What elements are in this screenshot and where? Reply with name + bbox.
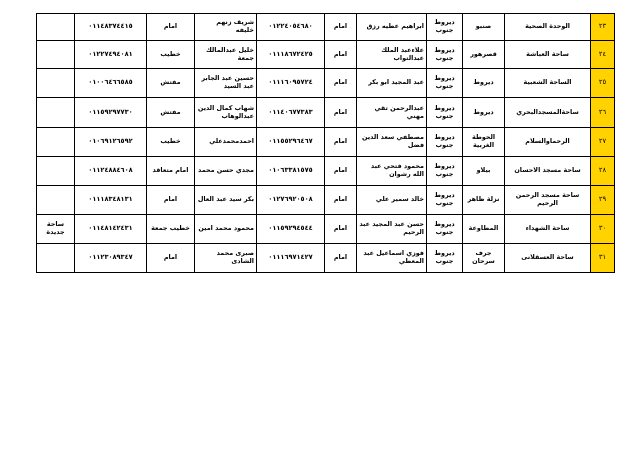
- khatib-role: مفتش: [147, 98, 195, 128]
- khatib-role: مفتش: [147, 69, 195, 98]
- khatib-name: شريف زنهم خليفه: [195, 14, 257, 41]
- khatib-name: حسين عبد الجابر عبد السيد: [195, 69, 257, 98]
- table-row: [37, 128, 615, 157]
- imam-name: عبد المجيد ابو بكر: [357, 69, 427, 98]
- village-name: صنبو: [463, 14, 505, 41]
- imam-phone: ٠١١٤٠٦٧٧٣٨٣: [257, 98, 325, 128]
- khatib-role: امام: [147, 14, 195, 41]
- imam-role: امام: [325, 69, 357, 98]
- district-name: ديروط جنوب: [427, 128, 463, 157]
- imam-phone: ٠١١٥٥٢٩٦٤٦٧: [257, 128, 325, 157]
- table-row: [37, 157, 615, 186]
- imam-role: امام: [325, 186, 357, 215]
- table-row: [37, 98, 615, 128]
- imam-role: امام: [325, 14, 357, 41]
- district-name: ديروط جنوب: [427, 98, 463, 128]
- imam-name: حسن عبد المجيد عبد الرحيم: [357, 215, 427, 244]
- khatib-phone: ٠١١٤٨١٤٢٤٣١: [75, 215, 147, 244]
- row-note: [37, 186, 75, 215]
- khatib-phone: ٠١٠٦٩١٢٦٥٩٢: [75, 128, 147, 157]
- square-name: الساحة الشعبية: [505, 69, 591, 98]
- imam-name: خالد سمير علي: [357, 186, 427, 215]
- khatib-name: شهاب كمال الدين عبدالوهاب: [195, 98, 257, 128]
- imam-phone: ٠١١١٨٦٧٢٤٢٥: [257, 41, 325, 69]
- imam-role: امام: [325, 41, 357, 69]
- district-name: ديروط جنوب: [427, 215, 463, 244]
- imam-role: امام: [325, 98, 357, 128]
- row-note: [37, 157, 75, 186]
- row-index: ٢٣: [591, 14, 615, 41]
- row-index: ٢٤: [591, 41, 615, 69]
- khatib-role: خطيب: [147, 41, 195, 69]
- square-name: الوحدة الصحية: [505, 14, 591, 41]
- imam-name: عبدالرحمن تقي مهني: [357, 98, 427, 128]
- imam-phone: ٠١٢٧٦٩٢٠٥٠٨: [257, 186, 325, 215]
- district-name: ديروط جنوب: [427, 157, 463, 186]
- imam-phone: ٠١٠٦٣٣٨١٥٧٥: [257, 157, 325, 186]
- imam-role: امام: [325, 128, 357, 157]
- khatib-name: مجدي حسن محمد: [195, 157, 257, 186]
- khatib-phone: ٠١١١٨٣٤٨١٣١: [75, 186, 147, 215]
- imam-name: محمود فتحي عبد الله رشوان: [357, 157, 427, 186]
- square-name: ساحةالمسجدالبحري: [505, 98, 591, 128]
- row-index: ٢٨: [591, 157, 615, 186]
- row-index: ٢٥: [591, 69, 615, 98]
- table-row: [37, 14, 615, 41]
- village-name: جرف سرحان: [463, 244, 505, 273]
- row-note: ساحة جديدة: [37, 215, 75, 244]
- khatib-phone: ٠١١٢٤٨٨٤٦٠٨: [75, 157, 147, 186]
- imam-phone: ٠١١١٦٠٩٥٧٢٤: [257, 69, 325, 98]
- imam-role: امام: [325, 157, 357, 186]
- square-name: ساحة العباشة: [505, 41, 591, 69]
- village-name: بيلاو: [463, 157, 505, 186]
- village-name: ديروط: [463, 69, 505, 98]
- row-note: [37, 14, 75, 41]
- khatib-phone: ٠١٠٠٦٤٦٦٥٨٥: [75, 69, 147, 98]
- table-row: [37, 215, 615, 244]
- row-index: ٢٩: [591, 186, 615, 215]
- district-name: ديروط جنوب: [427, 186, 463, 215]
- imam-name: مصطفي سعد الدين فضل: [357, 128, 427, 157]
- khatib-role: امام متعاقد: [147, 157, 195, 186]
- row-note: [37, 244, 75, 273]
- khatib-role: امام: [147, 244, 195, 273]
- row-index: ٢٧: [591, 128, 615, 157]
- row-index: ٣٠: [591, 215, 615, 244]
- imam-phone: ٠١١١٦٩٧١٤٢٧: [257, 244, 325, 273]
- imam-role: امام: [325, 244, 357, 273]
- khatib-phone: ٠١١٢٣٠٨٩٣٤٧: [75, 244, 147, 273]
- imam-phone: ٠١٢٢٤٠٥٤٦٨٠: [257, 14, 325, 41]
- khatib-name: احمدمحمدعلي: [195, 128, 257, 157]
- square-name: الرحماوالسلام: [505, 128, 591, 157]
- square-name: ساحة العسقلانى: [505, 244, 591, 273]
- square-name: ساحة مسجد الاحسان: [505, 157, 591, 186]
- khatib-name: خليل عبدالمالك جمعة: [195, 41, 257, 69]
- khatib-role: امام: [147, 186, 195, 215]
- village-name: ديروط: [463, 98, 505, 128]
- district-name: ديروط جنوب: [427, 14, 463, 41]
- square-name: ساحة الشهداء: [505, 215, 591, 244]
- row-index: ٣١: [591, 244, 615, 273]
- row-note: [37, 69, 75, 98]
- khatib-name: صبرى محمد الشادى: [195, 244, 257, 273]
- imam-role: امام: [325, 215, 357, 244]
- khatib-phone: ٠١١٥٩٢٩٧٧٣٠: [75, 98, 147, 128]
- table-row: [37, 244, 615, 273]
- imam-name: علاءعبد الملك عبدالتواب: [357, 41, 427, 69]
- row-note: [37, 98, 75, 128]
- square-name: ساحة مسجد الرحمن الرحيم: [505, 186, 591, 215]
- khatib-name: بكر سيد عبد العال: [195, 186, 257, 215]
- imam-phone: ٠١١٥٩٢٩٤٥٤٤: [257, 215, 325, 244]
- khatib-name: محمود محمد امين: [195, 215, 257, 244]
- khatib-role: خطيب: [147, 128, 195, 157]
- khatib-phone: ٠١٢٢٧٤٩٤٠٨١: [75, 41, 147, 69]
- district-name: ديروط جنوب: [427, 244, 463, 273]
- khatib-phone: ٠١١٤٨٣٧٤٤١٥: [75, 14, 147, 41]
- table-row: [37, 69, 615, 98]
- row-note: [37, 128, 75, 157]
- table-row: [37, 186, 615, 215]
- imam-name: فوزي اسماعيل عبد المعطي: [357, 244, 427, 273]
- village-name: قصرهور: [463, 41, 505, 69]
- table-body: [37, 14, 615, 273]
- village-name: الحوطة الغربية: [463, 128, 505, 157]
- district-name: ديروط جنوب: [427, 41, 463, 69]
- row-note: [37, 41, 75, 69]
- district-name: ديروط جنوب: [427, 69, 463, 98]
- imam-name: ابراهيم عطيه رزق: [357, 14, 427, 41]
- khatib-role: خطيب جمعة: [147, 215, 195, 244]
- village-name: المطاوعة: [463, 215, 505, 244]
- mosque-squares-table: [36, 13, 615, 273]
- village-name: نزلة ظاهر: [463, 186, 505, 215]
- table-row: [37, 41, 615, 69]
- row-index: ٢٦: [591, 98, 615, 128]
